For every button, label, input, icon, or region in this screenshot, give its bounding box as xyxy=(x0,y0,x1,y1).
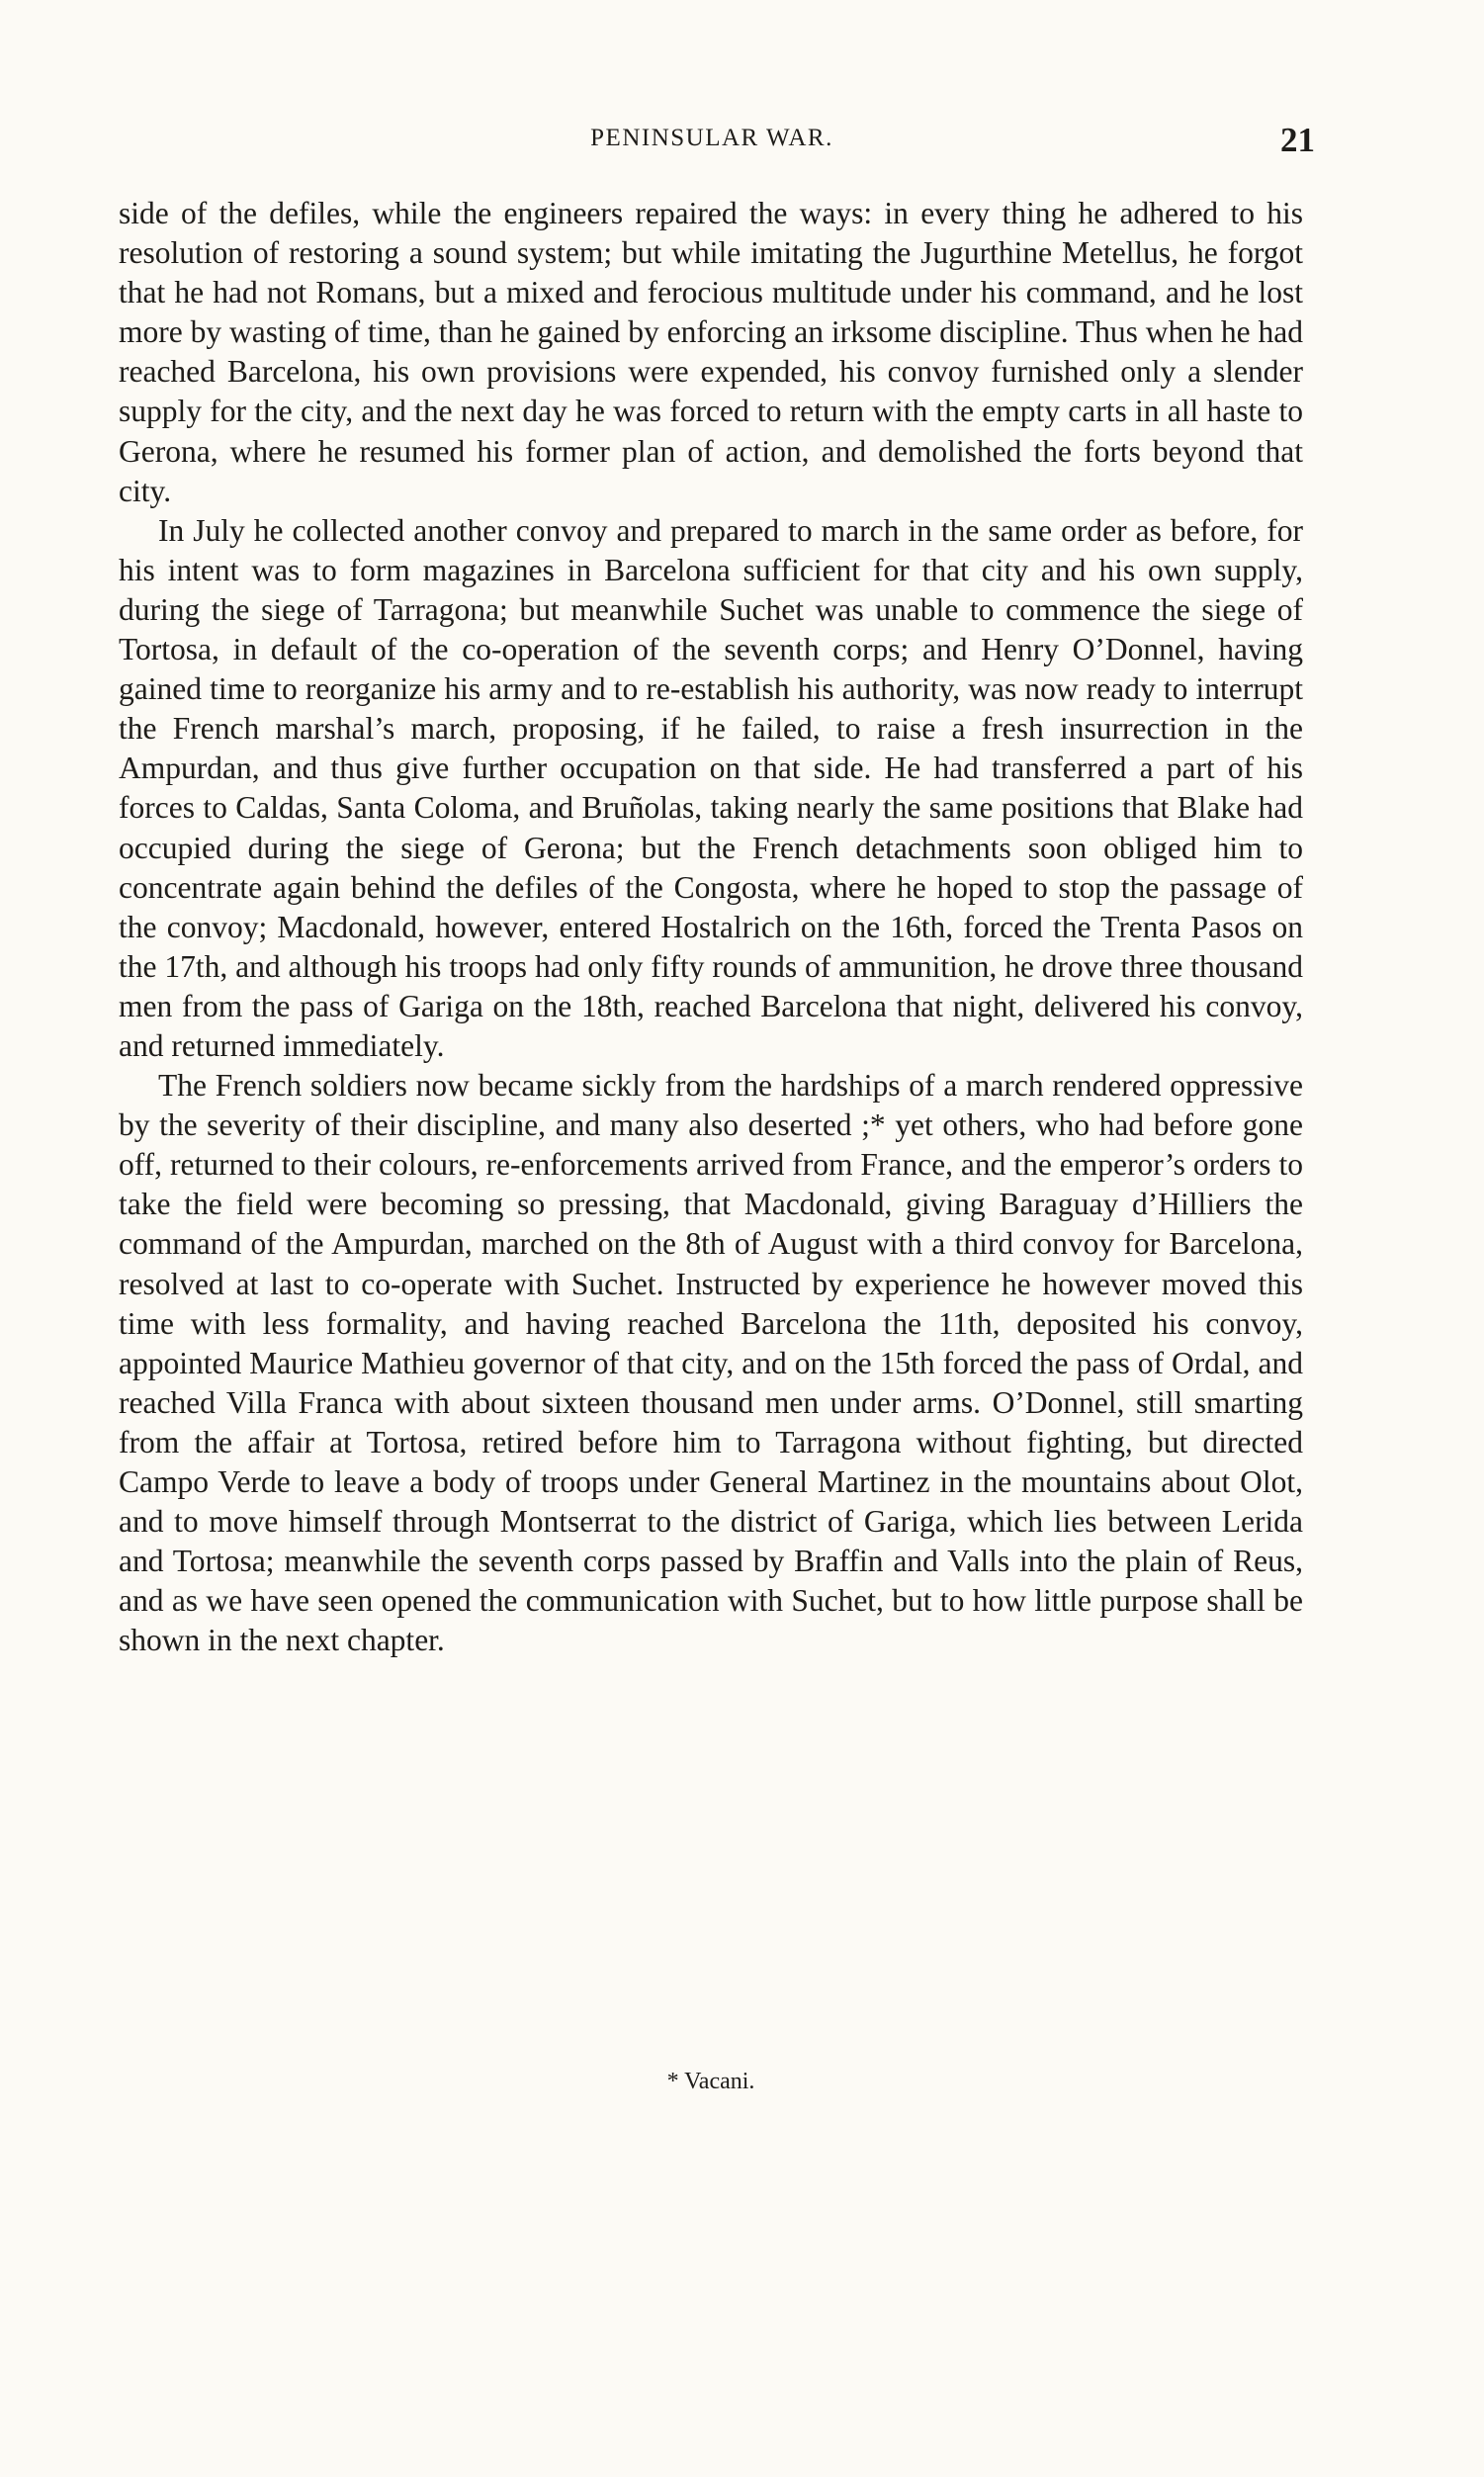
running-head xyxy=(119,121,1315,164)
paragraph-2: In July he collected another convoy and prepared to march in the same order as before, for his intent was to form magazines in Barcelona sufficient for that city and his own supply, during the siege of Tarragona; but meanwhile Suchet was unable to commence the siege of Tortosa, in default of the co-operation of the seventh corps; and Henry O’Donnel, having gained time to reorganize his army and to re-establish his authority, was now ready to interrupt the French marshal’s march, proposing, if he failed, to raise a fresh insurrection in the Ampurdan, and thus give further occupation on that side. He had transferred a part of his forces to Caldas, Santa Coloma, and Bruñolas, taking nearly the same positions that Blake had occupied during the siege of Gerona; but the French detachments soon obliged him to concentrate again behind the defiles of the Congosta, where he hoped to stop the passage of the convoy; Macdonald, however, entered Hostalrich on the 16th, forced the Trenta Pasos on the 17th, and although his troops had only fifty rounds of ammunition, he drove three thousand men from the pass of Gariga on the 18th, reached Barcelona that night, delivered his convoy, and returned immediately. xyxy=(119,512,1303,1063)
paragraph-1: side of the defiles, while the engineers repaired the ways: in every thing he adhered to his resolution of restoring a sound system; but while imitating the Jugurthine Metellus, he forgot that he had not Romans, but a mixed and ferocious multitude under his command, and he lost more by wasting of time, than he gained by enforcing an irksome discipline. Thus when he had reached Barcelona, his own provisions were expended, his convoy furnished only a slender supply for the city, and the next day he was forced to return with the empty carts in all haste to Gerona, where he resumed his former plan of action, and demolished the forts beyond that city. xyxy=(119,196,1303,508)
paragraph-3: The French soldiers now became sickly from the hardships of a march rendered oppressive by the severity of their discipline, and many also deserted ;* yet others, who had before gone off, returned to their colours, re-enforcements arrived from France, and the emperor’s orders to take the field were becoming so pressing, that Macdonald, giving Baraguay d’Hilliers the command of the Ampurdan, marched on the 8th of August with a third convoy for Barcelona, resolved at last to co-operate with Suchet. Instructed by experience he however moved this time with less formality, and having reached Barcelona the 11th, deposited his convoy, appointed Maurice Mathieu governor of that city, and on the 15th forced the pass of Ordal, and reached Villa Franca with about sixteen thousand men under arms. O’Donnel, still smarting from the affair at Tortosa, retired before him to Tarragona without fighting, but directed Campo Verde to leave a body of troops under General Martinez in the mountains about Olot, and to move himself through Montserrat to the district of Gariga, which lies between Lerida and Tortosa; meanwhile the seventh corps passed by Braffin and Valls into the plain of Reus, and as we have seen opened the communication with Suchet, but to how little purpose shall be shown in the next chapter. xyxy=(119,1068,1303,1658)
footnote: * Vacani. xyxy=(666,2069,755,2094)
page-number: 21 xyxy=(1280,121,1315,159)
running-title: PENINSULAR WAR. xyxy=(590,125,833,151)
body-text xyxy=(119,194,1303,1660)
